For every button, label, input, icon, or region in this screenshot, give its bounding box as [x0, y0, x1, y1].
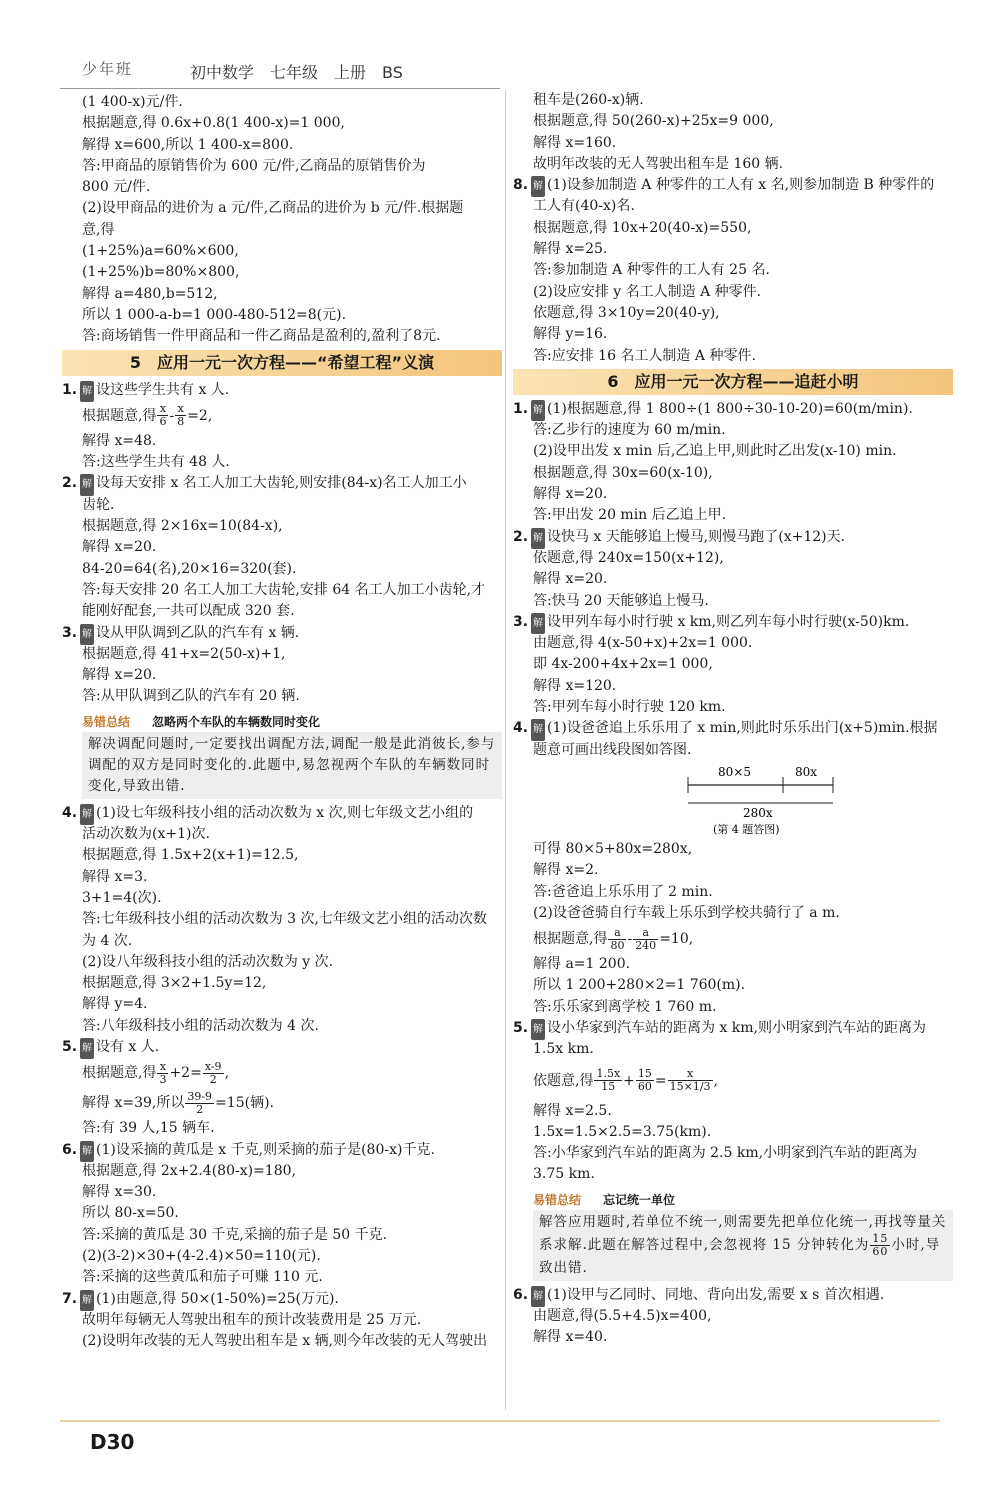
text-line: 解得 x=40. [533, 1329, 608, 1346]
text-line: +2= [169, 1065, 202, 1082]
segment-diagram-svg [683, 763, 843, 839]
text-line: (1+25%)b=80%×800, [82, 264, 240, 281]
text-line: 设每天安排 x 名工人加工大齿轮,则安排(84-x)名工人加工小 [96, 475, 467, 492]
text-line: 答:采摘的黄瓜是 30 千克,采摘的茄子是 50 千克. [82, 1226, 388, 1243]
text-line: 答:小华家到汽车站的距离为 2.5 km,小明家到汽车站的距离为 [533, 1145, 918, 1162]
text-line: 答:爸爸追上乐乐用了 2 min. [533, 883, 713, 900]
fraction: $\frac{x}{15\times 1/3}$ [669, 1067, 711, 1094]
text-line: 根据题意,得 41+x=2(50-x)+1, [82, 645, 286, 662]
fraction: $\frac{15}{60}$ [637, 1067, 652, 1094]
question-r3 [513, 612, 953, 718]
text-line: 1.5x km. [533, 1041, 594, 1058]
text-line: (1)设甲与乙同时、同地、背向出发,需要 x s 首次相遇. [547, 1286, 885, 1303]
text-line: 答:快马 20 天能够追上慢马. [533, 592, 709, 609]
figure-caption: (第 4 题答图) [713, 822, 780, 836]
text-line: 设甲列车每小时行驶 x km,则乙列车每小时行驶(x-50)km. [547, 613, 910, 630]
text-line: 题意可画出线段图如答图. [533, 741, 692, 758]
answer-badge: 解 [531, 1019, 545, 1040]
text-line: 根据题意,得 2×16x=10(84-x), [82, 518, 283, 535]
answer-badge: 解 [531, 400, 545, 421]
text-line: 3.75 km. [533, 1166, 595, 1183]
text-line: 设小华家到汽车站的距离为 x km,则小明家到汽车站的距离为 [547, 1019, 927, 1036]
answer-badge: 解 [80, 624, 94, 645]
text-line: 根据题意,得 3×2+1.5y=12, [82, 975, 267, 992]
answer-badge: 解 [531, 1286, 545, 1307]
answer-badge: 解 [531, 528, 545, 549]
text-line: 意,得 [82, 221, 115, 238]
column-divider [505, 90, 506, 1410]
text-line: 答:八年级科技小组的活动次数为 4 次. [82, 1017, 319, 1034]
question-number: 3. [513, 613, 529, 630]
answer-badge: 解 [80, 474, 94, 495]
text-line: (1 400-x)元/件. [82, 94, 183, 110]
footer-rule [60, 1420, 940, 1422]
text-line: (1)设参加制造 A 种零件的工人有 x 名,则参加制造 B 种零件的 [547, 177, 935, 194]
text-line: 解得 x=160. [533, 134, 617, 151]
answer-badge: 解 [80, 1038, 94, 1059]
question-r1 [513, 399, 953, 527]
text-line: 解得 x=2. [533, 862, 599, 879]
tip-body [533, 1210, 953, 1281]
text-line: 解得 x=20. [82, 539, 157, 556]
text-line: 依题意,得 [533, 1072, 594, 1089]
text-line: 解得 x=120. [533, 677, 617, 694]
text-line: 解得 x=3. [82, 868, 148, 885]
text-line: 答:甲出发 20 min 后乙追上甲. [533, 507, 727, 524]
text-line: (1)根据题意,得 1 800÷(1 800÷30-10-20)=60(m/min). [547, 400, 913, 417]
text-line: (2)(3-2)×30+(4-2.4)×50=110(元). [82, 1248, 321, 1265]
text-line: 解得 x=48. [82, 432, 157, 449]
tip-label: 易错总结 [82, 714, 131, 729]
tip-text: 解答应用题时,若单位不统一,则需要先把单位化统一,再找等量关系求解.此题在解答过程中,会忽视将 15 分钟转化为 [539, 1213, 947, 1253]
question-r6 [513, 1285, 953, 1349]
answer-badge: 解 [80, 381, 94, 402]
text-line: 根据题意,得 0.6x+0.8(1 400-x)=1 000, [82, 115, 345, 132]
question-7 [62, 1289, 502, 1353]
question-number: 2. [62, 475, 78, 492]
text-line: (1+25%)a=60%×600, [82, 243, 239, 260]
text-line: 根据题意,得 10x+20(40-x)=550, [533, 219, 752, 236]
text-line: 解得 x=30. [82, 1184, 157, 1201]
text-line: 设有 x 人. [96, 1038, 160, 1055]
text-line: 答:采摘的这些黄瓜和茄子可赚 110 元. [82, 1269, 323, 1286]
text-line: (2)设八年级科技小组的活动次数为 y 次. [82, 953, 334, 970]
fraction: $\frac{x-9}{2}$ [204, 1059, 222, 1086]
text-line: 答:七年级科技小组的活动次数为 3 次,七年级文艺小组的活动次数 [82, 911, 487, 928]
text-line: 活动次数为(x+1)次. [82, 826, 210, 843]
question-6 [62, 1140, 502, 1289]
answer-badge: 解 [80, 1290, 94, 1311]
text-line: = [654, 1072, 667, 1089]
tip-title: 忘记统一单位 [603, 1192, 676, 1207]
text-line: 解得 x=2.5. [533, 1102, 612, 1119]
text-line: 解得 y=16. [533, 326, 608, 343]
section-5-title: 5 应用一元一次方程——“希望工程”义演 [62, 350, 502, 376]
question-number: 1. [62, 381, 78, 398]
text-line: , [713, 1072, 718, 1089]
brand-logo: 少年班 [82, 60, 134, 78]
tip-text: 小时,导致出错. [539, 1236, 941, 1276]
text-line: 答:甲列车每小时行驶 120 km. [533, 699, 726, 716]
text-line: 故明年改装的无人驾驶出租车是 160 辆. [533, 155, 784, 172]
text-line: 由题意,得 4(x-50+x)+2x=1 000. [533, 635, 753, 652]
text-line: + [623, 1072, 635, 1089]
text-line: 根据题意,得 30x=60(x-10), [533, 464, 713, 481]
text-line: 所以 80-x=50. [82, 1205, 179, 1222]
text-line: 根据题意,得 [82, 407, 157, 424]
segment-label-1: 80×5 [718, 764, 751, 779]
question-number: 1. [513, 400, 529, 417]
text-line: 解得 a=480,b=512, [82, 285, 218, 302]
text-line: 即 4x-200+4x+2x=1 000, [533, 656, 713, 673]
answer-badge: 解 [80, 804, 94, 825]
question-r4: 4. 解 (1)设爸爸追上乐乐用了 x min,则此时乐乐出门(x+5)min.根据 题意可画出线段图如答图. 80×5 80x 280x (第 4 题答图) 可得 80×5+80x=280x, 解得 x=2. 答:爸爸追上乐乐用了 2 min. (2)设爸爸骑自行车载上乐乐到学校共骑行了 a m. 根据题意,得 $\frac{a}{80}$ - $\frac{a}{240}$ =10, 解得 a=1 200. 所以 1 200+280×2=1 760(m). 答:乐乐家到离学校 1 760 m. [513, 718, 953, 1018]
page-header [60, 58, 510, 84]
question-number: 6. [513, 1286, 529, 1303]
text-line: 为 4 次. [82, 932, 133, 949]
answer-badge: 解 [531, 719, 545, 740]
text-line: 所以 1 000-a-b=1 000-480-512=8(元). [82, 306, 347, 323]
text-line: 答:每天安排 20 名工人加工大齿轮,安排 64 名工人加工小齿轮,才 [82, 581, 486, 598]
question-number: 6. [62, 1141, 78, 1158]
question-3 [62, 623, 502, 708]
text-line: 根据题意,得 [533, 931, 608, 948]
text-line: 答:甲商品的原销售价为 600 元/件,乙商品的原销售价为 [82, 157, 426, 174]
page-number: D30 [90, 1430, 135, 1454]
answer-badge: 解 [531, 613, 545, 634]
question-number: 5. [513, 1019, 529, 1036]
text-line: (1)由题意,得 50×(1-50%)=25(万元). [96, 1290, 339, 1307]
tip-title: 忽略两个车队的车辆数同时变化 [152, 714, 321, 729]
tip-body: 解决调配问题时,一定要找出调配方法,调配一般是此消彼长,参与调配的双方是同时变化的.此题中,易忽视两个车队的车辆数同时变化,导致出错. [82, 732, 502, 799]
text-line: 解得 x=20. [533, 486, 608, 503]
error-tip-box [513, 1190, 953, 1281]
text-line: 答:乙步行的速度为 60 m/min. [533, 422, 726, 439]
tip-label: 易错总结 [533, 1192, 582, 1207]
text-line: (1)设采摘的黄瓜是 x 千克,则采摘的茄子是(80-x)千克. [96, 1141, 435, 1158]
text-line: 根据题意,得 [82, 1065, 157, 1082]
text-line: 答:参加制造 A 种零件的工人有 25 名. [533, 262, 770, 279]
fraction: $\frac{1.5x}{15}$ [596, 1067, 621, 1094]
fraction: $\frac{x}{8}$ [177, 402, 185, 429]
header-rule [60, 88, 500, 89]
question-r2 [513, 527, 953, 612]
question-number: 5. [62, 1038, 78, 1055]
book-title: 初中数学 七年级 上册 BS [190, 63, 403, 82]
question-8 [513, 175, 953, 367]
text-line: 84-20=64(名),20×16=320(套). [82, 560, 297, 577]
text-line: 800 元/件. [82, 179, 151, 196]
text-line: 齿轮. [82, 496, 115, 513]
text-line: 1.5x=1.5×2.5=3.75(km). [533, 1123, 712, 1140]
text-line: 解得 y=4. [82, 996, 148, 1013]
question-number: 2. [513, 528, 529, 545]
text-line: 答:商场销售一件甲商品和一件乙商品是盈利的,盈利了8元. [82, 328, 441, 345]
text-line: 解得 x=25. [533, 241, 608, 258]
text-line: =15(辆). [215, 1095, 274, 1112]
text-line: 依题意,得 240x=150(x+12), [533, 549, 724, 566]
question-4 [62, 803, 502, 1037]
question-number: 4. [62, 804, 78, 821]
fraction: $\frac{a}{80}$ [610, 925, 625, 952]
text-line: 解得 x=600,所以 1 400-x=800. [82, 136, 294, 153]
answer-badge: 解 [531, 176, 545, 197]
text-line: (1)设七年级科技小组的活动次数为 x 次,则七年级文艺小组的 [96, 804, 474, 821]
text-line: 解得 x=20. [533, 571, 608, 588]
text-line: (2)设明年改装的无人驾驶出租车是 x 辆,则今年改装的无人驾驶出 [82, 1333, 488, 1350]
text-line: 答:应安排 16 名工人制造 A 种零件. [533, 347, 756, 364]
text-line: 设这些学生共有 x 人. [96, 381, 230, 398]
text-line: (2)设应安排 y 名工人制造 A 种零件. [533, 283, 762, 300]
text-line: 解得 x=20. [82, 667, 157, 684]
text-line: 工人有(40-x)名. [533, 198, 635, 215]
segment-diagram [533, 761, 953, 839]
text-line: 解得 x=39,所以 [82, 1095, 185, 1112]
question-5 [62, 1037, 502, 1140]
text-line: 答:有 39 人,15 辆车. [82, 1120, 215, 1137]
text-line: 设快马 x 天能够追上慢马,则慢马跑了(x+12)天. [547, 528, 846, 545]
section-6-title: 6 应用一元一次方程——追赶小明 [513, 369, 953, 395]
text-line: 根据题意,得 1.5x+2(x+1)=12.5, [82, 847, 299, 864]
question-number: 4. [513, 720, 529, 737]
question-number: 7. [62, 1290, 78, 1307]
text-line: 3+1=4(次). [82, 889, 162, 906]
fraction: $\frac{15}{60}$ [872, 1231, 889, 1258]
question-r5 [513, 1018, 953, 1186]
text-line: =10, [659, 931, 694, 948]
text-line: 答:从甲队调到乙队的汽车有 20 辆. [82, 688, 300, 705]
error-tip-box [62, 712, 502, 799]
text-line: 租车是(260-x)辆. [533, 92, 644, 108]
fraction: $\frac{39-9}{2}$ [187, 1089, 213, 1116]
answer-badge: 解 [80, 1141, 94, 1162]
text-line: (2)设爸爸骑自行车载上乐乐到学校共骑行了 a m. [533, 904, 840, 921]
text-line: 根据题意,得 2x+2.4(80-x)=180, [82, 1162, 296, 1179]
fraction: $\frac{x}{6}$ [159, 402, 167, 429]
text-line: 依题意,得 3×10y=20(40-y), [533, 304, 720, 321]
text-line: 能刚好配套,一共可以配成 320 套. [82, 603, 295, 620]
text-line: 由题意,得(5.5+4.5)x=400, [533, 1308, 712, 1325]
question-1: 1. 解 设这些学生共有 x 人. 根据题意,得 $\frac{x}{6}$ - $\frac{x}{8}$ =2, 解得 x=48. 答:这些学生共有 48 人. [62, 380, 502, 474]
text-line: (1)设爸爸追上乐乐用了 x min,则此时乐乐出门(x+5)min.根据 [547, 720, 938, 737]
text-line: =2, [187, 407, 213, 424]
total-label: 280x [743, 805, 773, 820]
segment-label-2: 80x [795, 764, 818, 779]
text-line: 解得 a=1 200. [533, 956, 631, 973]
question-number: 8. [513, 177, 529, 194]
text-line: 可得 80×5+80x=280x, [533, 840, 693, 857]
question-number: 3. [62, 624, 78, 641]
right-column [513, 90, 953, 1349]
text-line: 设从甲队调到乙队的汽车有 x 辆. [96, 624, 300, 641]
text-line: 故明年每辆无人驾驶出租车的预计改装费用是 25 万元. [82, 1311, 422, 1328]
text-line: 根据题意,得 50(260-x)+25x=9 000, [533, 113, 774, 130]
text-line: (2)设甲出发 x min 后,乙追上甲,则此时乙出发(x-10) min. [533, 443, 897, 460]
text-line: 答:这些学生共有 48 人. [82, 454, 230, 471]
text-line: (2)设甲商品的进价为 a 元/件,乙商品的进价为 b 元/件.根据题 [82, 200, 464, 217]
text-line: 所以 1 200+280×2=1 760(m). [533, 977, 746, 994]
fraction: $\frac{x}{3}$ [159, 1059, 167, 1086]
fraction: $\frac{a}{240}$ [635, 925, 657, 952]
left-column [62, 92, 502, 1353]
text-line: , [224, 1065, 230, 1082]
text-line: 答:乐乐家到离学校 1 760 m. [533, 998, 717, 1015]
question-2 [62, 473, 502, 622]
